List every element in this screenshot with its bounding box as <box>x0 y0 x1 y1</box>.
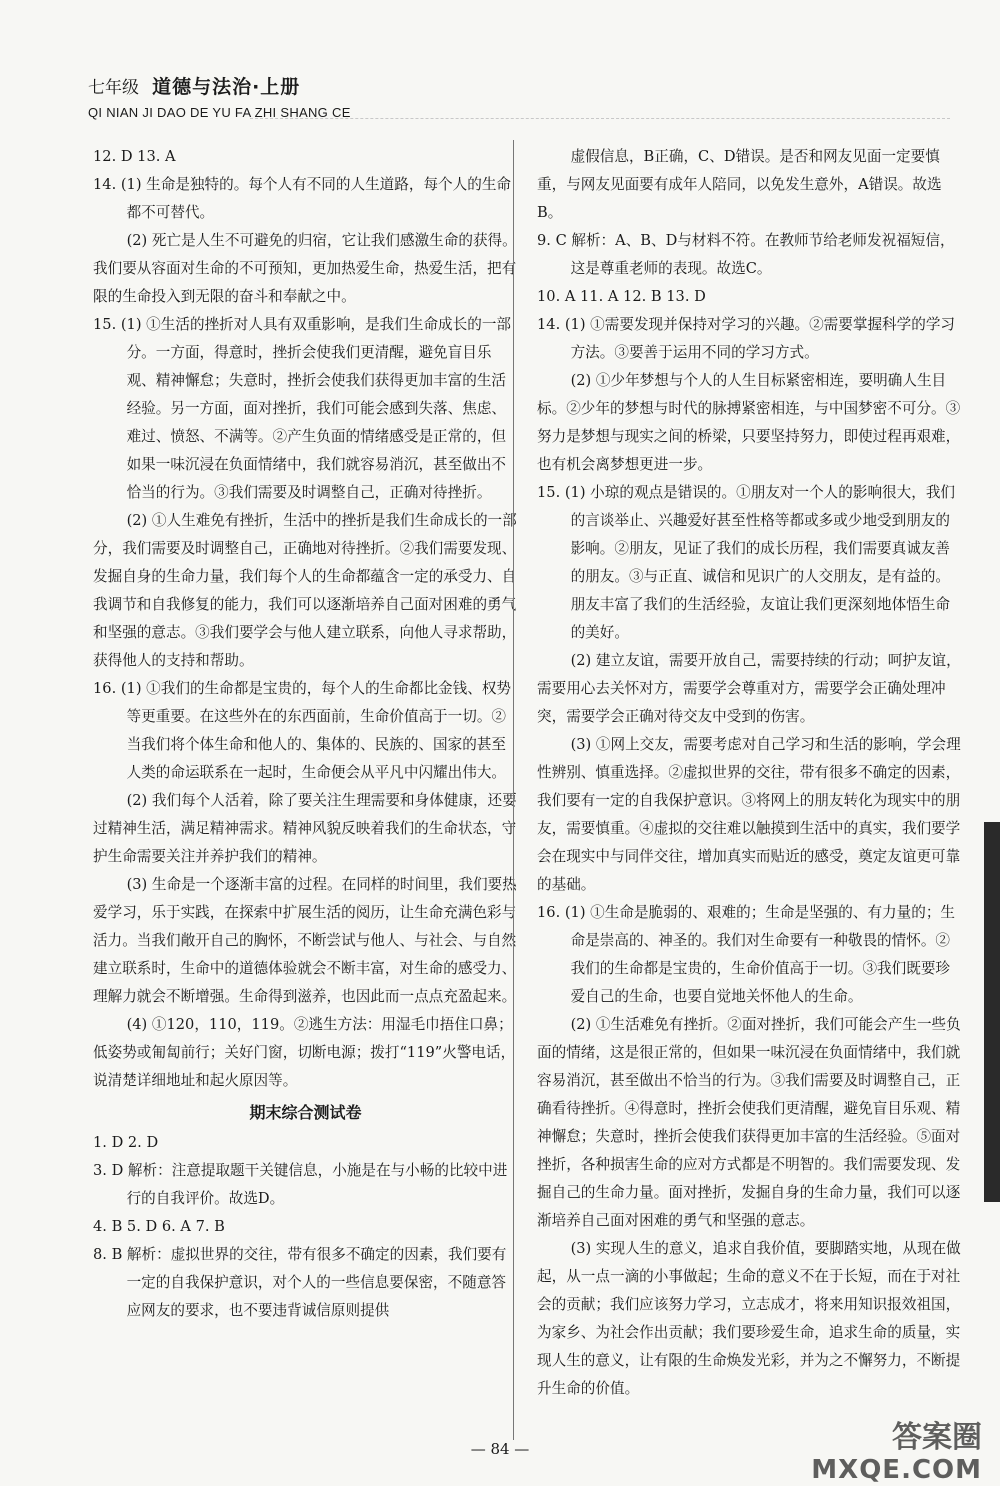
answer-item: 8. B 解析：虚拟世界的交往，带有很多不确定的因素，我们要有一定的自我保护意识，对个人的一些信息要保密，不随意答应网友的要求，也不要违背诚信原则提供 <box>93 1246 507 1319</box>
answer-paragraph: (2) ①人生难免有挫折，生活中的挫折是我们生命成长的一部分，我们需要及时调整自己，正确地对待挫折。②我们需要发现、发掘自身的生命力量，我们每个人的生命都蕴含一定的承受力、自我调节和自我修复的能力，我们可以逐渐培养自己面对困难的勇气和坚强的意志。③我们要学会与他人建立联系，向他人寻求帮助，获得他人的支持和帮助。 <box>93 512 517 669</box>
answer-paragraph: (2) 我们每个人活着，除了要关注生理需要和身体健康，还要过精神生活，满足精神需求。精神风貌反映着我们的生命状态，守护生命需要关注并养护我们的精神。 <box>93 792 517 865</box>
answer-paragraph: (2) ①少年梦想与个人的人生目标紧密相连，要明确人生目标。②少年的梦想与时代的脉搏紧密相连，与中国梦密不可分。③努力是梦想与现实之间的桥梁，只要坚持努力，即使过程再艰难，也有机会离梦想更进一步。 <box>537 372 961 473</box>
subject-title: 道德与法治·上册 <box>152 76 301 98</box>
answer-paragraph: (3) 生命是一个逐渐丰富的过程。在同样的时间里，我们要热爱学习，乐于实践，在探索中扩展生活的阅历，让生命充满色彩与活力。当我们敞开自己的胸怀，不断尝试与他人、与社会、与自然建立联系时，生命中的道德体验就会不断丰富，对生命的感受力、理解力就会不断增强。生命得到滋养，也因此而一点点充盈起来。 <box>93 876 517 1005</box>
answer-item: 16. (1) ①我们的生命都是宝贵的，每个人的生命都比金钱、权势等更重要。在这些外在的东西面前，生命价值高于一切。②当我们将个体生命和他人的、集体的、民族的、国家的甚至人类的命运联系在一起时，生命便会从平凡中闪耀出伟大。 <box>93 680 512 781</box>
answer-item: 16. (1) ①生命是脆弱的、艰难的；生命是坚强的、有力量的；生命是崇高的、神圣的。我们对生命要有一种敬畏的情怀。②我们的生命都是宝贵的，生命价值高于一切。③我们既要珍爱自己的生命，也要自觉地关怀他人的生命。 <box>537 904 956 1005</box>
answer-item: 10. A 11. A 12. B 13. D <box>537 288 706 305</box>
answer-item: 14. (1) ①需要发现并保持对学习的兴趣。②需要掌握科学的学习方法。③要善于运用不同的学习方式。 <box>537 316 956 361</box>
answer-item: 15. (1) ①生活的挫折对人具有双重影响，是我们生命成长的一部分。一方面，得意时，挫折会使我们更清醒，避免盲目乐观、精神懈怠；失意时，挫折会使我们获得更加丰富的生活经验。另一方面，面对挫折，我们可能会感到失落、焦虑、难过、愤怒、不满等。②产生负面的情绪感受是正常的，但如果一味沉浸在负面情绪中，我们就容易消沉，甚至做出不恰当的行为。③我们需要及时调整自己，正确对待挫折。 <box>93 316 512 501</box>
grade-label: 七年级 <box>88 78 139 98</box>
answer-item: 3. D 解析：注意提取题干关键信息，小施是在与小畅的比较中进行的自我评价。故选D。 <box>93 1162 508 1207</box>
answer-paragraph: (2) 建立友谊，需要开放自己，需要持续的行动；呵护友谊，需要用心去关怀对方，需要学会尊重对方，需要学会正确处理冲突，需要学会正确对待交友中受到的伤害。 <box>537 652 961 725</box>
section-heading: 期末综合测试卷 <box>249 1103 362 1122</box>
left-column <box>93 143 518 1325</box>
answer-item: 14. (1) 生命是独特的。每个人有不同的人生道路，每个人的生命都不可替代。 <box>93 176 512 221</box>
watermark-logo <box>811 1422 982 1486</box>
page-number: — 84 — <box>470 1440 530 1458</box>
pinyin-subtitle: QI NIAN JI DAO DE YU FA ZHI SHANG CE <box>88 105 351 120</box>
edge-thumb-tab <box>984 822 1000 1202</box>
column-divider <box>513 140 514 1440</box>
right-column <box>537 143 962 1403</box>
answer-paragraph: (2) 死亡是人生不可避免的归宿，它让我们感激生命的获得。我们要从容面对生命的不可预知，更加热爱生命，热爱生活，把有限的生命投入到无限的奋斗和奉献之中。 <box>93 232 517 305</box>
answer-paragraph: (3) ①网上交友，需要考虑对自己学习和生活的影响，学会理性辨别、慎重选择。②虚拟世界的交往，带有很多不确定的因素，我们要有一定的自我保护意识。③将网上的朋友转化为现实中的朋友，需要慎重。④虚拟的交往难以触摸到生活中的真实，我们要学会在现实中与同伴交往，增加真实而贴近的感受，奠定友谊更可靠的基础。 <box>537 736 961 893</box>
watermark-site: MXQE.COM <box>811 1455 982 1485</box>
answer-paragraph: 虚假信息，B正确，C、D错误。是否和网友见面一定要慎重，与网友见面要有成年人陪同，以免发生意外，A错误。故选B。 <box>537 148 942 221</box>
answer-item: 1. D 2. D <box>93 1134 159 1151</box>
answer-item: 15. (1) 小琼的观点是错误的。①朋友对一个人的影响很大，我们的言谈举止、兴趣爱好甚至性格等都或多或少地受到朋友的影响。②朋友，见证了我们的成长历程，我们需要真诚友善的朋友。③与正直、诚信和见识广的人交朋友，是有益的。朋友丰富了我们的生活经验，友谊让我们更深刻地体悟生命的美好。 <box>537 484 956 641</box>
answer-item: 9. C 解析：A、B、D与材料不符。在教师节给老师发祝福短信，这是尊重老师的表现。故选C。 <box>537 232 955 277</box>
header-rule <box>250 118 950 119</box>
answer-item: 12. D 13. A <box>93 148 176 165</box>
answer-paragraph: (3) 实现人生的意义，追求自我价值，要脚踏实地，从现在做起，从一点一滴的小事做起；生命的意义不在于长短，而在于对社会的贡献；我们应该努力学习，立志成才，将来用知识报效祖国，为家乡、为社会作出贡献；我们要珍爱生命，追求生命的质量，实现人生的意义，让有限的生命焕发光彩，并为之不懈努力，不断提升生命的价值。 <box>537 1240 961 1397</box>
answer-item: 4. B 5. D 6. A 7. B <box>93 1218 225 1235</box>
answer-paragraph: (2) ①生活难免有挫折。②面对挫折，我们可能会产生一些负面的情绪，这是很正常的，但如果一味沉浸在负面情绪中，我们就容易消沉，甚至做出不恰当的行为。③我们需要及时调整自己，正确看待挫折。④得意时，挫折会使我们更清醒，避免盲目乐观、精神懈怠；失意时，挫折会使我们获得更加丰富的生活经验。⑤面对挫折，各种损害生命的应对方式都是不明智的。我们需要发现、发掘自己的生命力量。面对挫折，发掘自身的生命力量，我们可以逐渐培养自己面对困难的勇气和坚强的意志。 <box>537 1016 961 1229</box>
watermark-text: 答案圈 <box>892 1420 982 1455</box>
answer-paragraph: (4) ①120，110，119。②逃生方法：用湿毛巾捂住口鼻；低姿势或匍匐前行；关好门窗，切断电源；拨打“119”火警电话，说清楚详细地址和起火原因等。 <box>93 1016 516 1089</box>
page-header <box>88 72 948 120</box>
